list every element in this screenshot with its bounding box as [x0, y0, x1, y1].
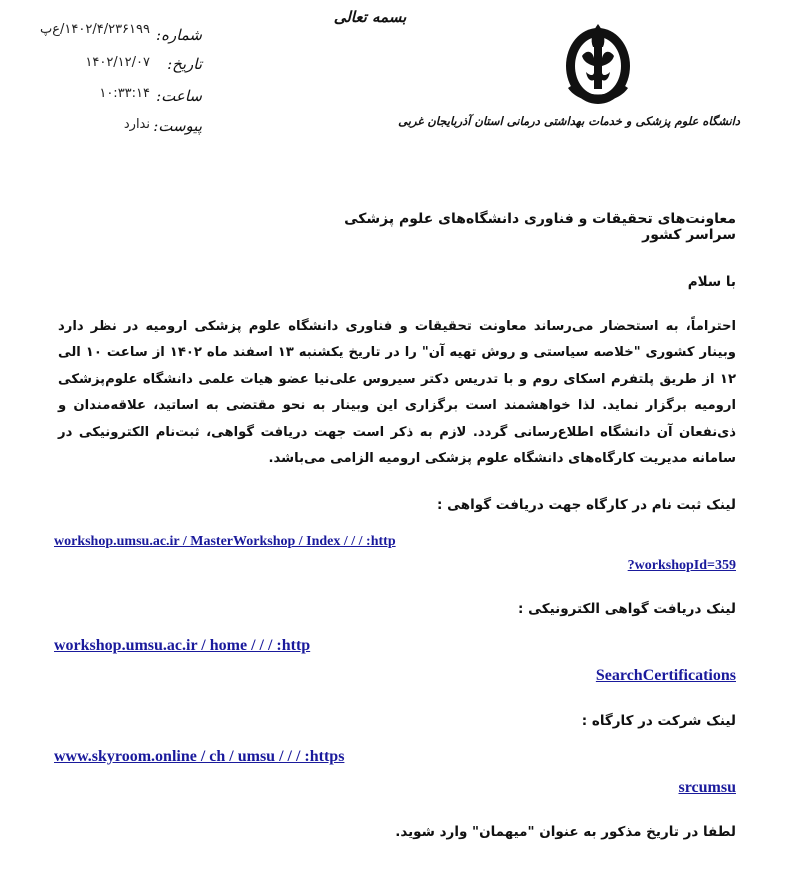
meta-label-date: تاریخ: — [167, 55, 202, 73]
meta-label-number: شماره: — [156, 26, 202, 44]
meta-label-attachment: پیوست: — [153, 117, 202, 135]
certificate-link-line2[interactable]: SearchCertifications — [595, 667, 736, 684]
workshop-link-line2[interactable]: srcumsu — [678, 779, 736, 796]
certificate-link-line1[interactable]: workshop.umsu.ac.ir / home / / / :http — [54, 637, 311, 654]
university-name: دانشگاه علوم پزشکی و خدمات بهداشتی درمانی استان آذربایجان غربی — [398, 114, 740, 128]
university-emblem-icon — [560, 14, 636, 108]
meta-value-attachment: ندارد — [123, 117, 150, 132]
bismillah: بسمه تعالی — [333, 8, 407, 26]
meta-value-number: ۱۴۰۲/۴/۲۳۶۱۹۹/ع‌پ — [40, 22, 150, 37]
registration-link-line2[interactable]: ?workshopId=359 — [627, 558, 736, 573]
meta-label-time: ساعت: — [156, 87, 202, 105]
workshop-link-label: لینک شرکت در کارگاه : — [581, 713, 736, 729]
body-paragraph: احتراماً، به استحضار می‌رساند معاونت تحقیقات و فناوری دانشگاه علوم پزشکی ارومیه در نظر دارد وبینار کشوری "خلاصه سیاستی و روش تهیه آن" را در تاریخ یکشنبه ۱۳ اسفند ماه ۱۴۰۲ از ساعت ۱۰ الی ۱۲ از طریق پلتفرم اسکای روم و با تدریس دکتر سیروس علی‌نیا عضو هیات علمی دانشگاه علوم‌پزشکی ارومیه برگزار نماید. لذا خواهشمند است برگزاری این وبینار به نحو مقتضی به اساتید، علاقه‌مندان و ذی‌نفعان آن دانشگاه اطلاع‌رسانی گردد. لازم به ذکر است جهت دریافت گواهی، ثبت‌نام الکترونیکی در سامانه مدیریت کارگاه‌های دانشگاه علوم پزشکی ارومیه الزامی می‌باشد. — [58, 319, 737, 467]
registration-link-label: لینک ثبت نام در کارگاه جهت دریافت گواهی : — [437, 497, 736, 513]
closing-note: لطفا در تاریخ مذکور به عنوان "میهمان" وارد شوید. — [395, 824, 736, 840]
meta-value-date: ۱۴۰۲/۱۲/۰۷ — [85, 55, 150, 70]
meta-value-time: ۱۰:۳۳:۱۴ — [99, 86, 150, 101]
registration-link-line1[interactable]: workshop.umsu.ac.ir / MasterWorkshop / Index / / / :http — [54, 534, 396, 549]
workshop-link-line1[interactable]: www.skyroom.online / ch / umsu / / / :https — [54, 748, 345, 765]
greeting: با سلام — [687, 274, 736, 290]
certificate-link-label: لینک دریافت گواهی الکترونیکی : — [518, 601, 736, 617]
recipient: معاونت‌های تحقیقات و فناوری دانشگاه‌های علوم پزشکی سراسر کشور — [344, 211, 736, 243]
